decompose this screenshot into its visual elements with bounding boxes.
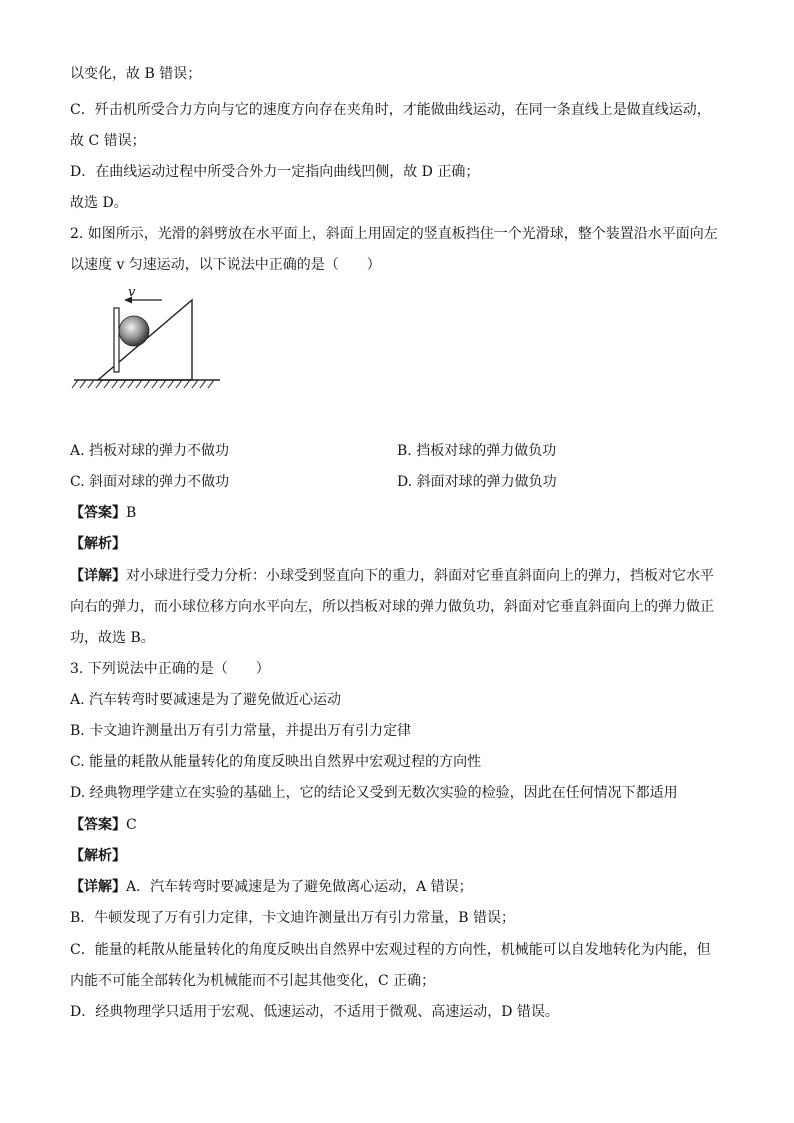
question-2-stem: 以速度 v 匀速运动，以下说法中正确的是（ ） <box>70 257 381 273</box>
text-line: 故选 D。 <box>70 195 128 211</box>
detail-line: 内能不可能全部转化为机械能而不引起其他变化，C 正确； <box>70 973 436 989</box>
detail-line: 向右的弹力，而小球位移方向水平向左，所以挡板对球的弹力做负功，斜面对它垂直斜面向上的弹力做正 <box>70 599 714 615</box>
detail-line: 功，故选 B。 <box>70 630 155 646</box>
analysis-label: 【解析】 <box>70 848 126 864</box>
answer-label: 【答案】 <box>70 505 126 521</box>
detail-label: 【详解】 <box>70 568 126 584</box>
answer-value: C <box>126 817 137 833</box>
detail-line: B．牛顿发现了万有引力定律，卡文迪许测量出万有引力常量，B 错误； <box>70 910 516 926</box>
option-d: D. 斜面对球的弹力做负功 <box>397 474 557 490</box>
ball <box>119 316 149 346</box>
text-line: 以变化，故 B 错误； <box>70 66 202 82</box>
detail-line <box>70 877 730 897</box>
option-b: B. 卡文迪许测量出万有引力常量，并提出万有引力定律 <box>70 723 412 739</box>
detail-text: 对小球进行受力分析：小球受到竖直向下的重力，斜面对它垂直斜面向上的弹力，挡板对它水平 <box>126 568 714 584</box>
text-line: D．在曲线运动过程中所受合外力一定指向曲线凹侧，故 D 正确； <box>70 164 480 180</box>
detail-text: A．汽车转弯时要减速是为了避免做离心运动，A 错误； <box>126 879 473 895</box>
option-c: C. 能量的耗散从能量转化的角度反映出自然界中宏观过程的方向性 <box>70 754 482 770</box>
text-line: C．歼击机所受合力方向与它的速度方向存在夹角时，才能做曲线运动，在同一条直线上是做直线运动， <box>70 102 711 118</box>
answer-value: B <box>126 505 137 521</box>
velocity-label: v <box>128 285 136 300</box>
detail-line: C．能量的耗散从能量转化的角度反映出自然界中宏观过程的方向性，机械能可以自发地转化为内能，但 <box>70 942 711 958</box>
answer-line <box>70 503 730 523</box>
answer-label: 【答案】 <box>70 817 126 833</box>
option-d: D. 经典物理学建立在实验的基础上，它的结论又受到无数次实验的检验，因此在任何情况下都适用 <box>70 785 678 801</box>
detail-line <box>70 566 730 586</box>
question-2-stem: 2. 如图所示，光滑的斜劈放在水平面上，斜面上用固定的竖直板挡住一个光滑球，整个装置沿水平面向左 <box>70 226 718 242</box>
option-c: C. 斜面对球的弹力不做功 <box>70 474 230 490</box>
ground-hatch <box>72 380 214 388</box>
answer-line <box>70 815 730 835</box>
option-b: B. 挡板对球的弹力做负功 <box>397 443 557 459</box>
text-line: 故 C 错误； <box>70 133 146 149</box>
detail-line: D．经典物理学只适用于宏观、低速运动，不适用于微观、高速运动，D 错误。 <box>70 1004 559 1020</box>
question-3-stem: 3. 下列说法中正确的是（ ） <box>70 661 270 677</box>
physics-figure <box>68 284 228 396</box>
detail-label: 【详解】 <box>70 879 126 895</box>
analysis-label: 【解析】 <box>70 536 126 552</box>
vertical-board <box>114 308 119 372</box>
option-a: A. 汽车转弯时要减速是为了避免做近心运动 <box>70 692 342 708</box>
option-a: A. 挡板对球的弹力不做功 <box>70 443 230 459</box>
